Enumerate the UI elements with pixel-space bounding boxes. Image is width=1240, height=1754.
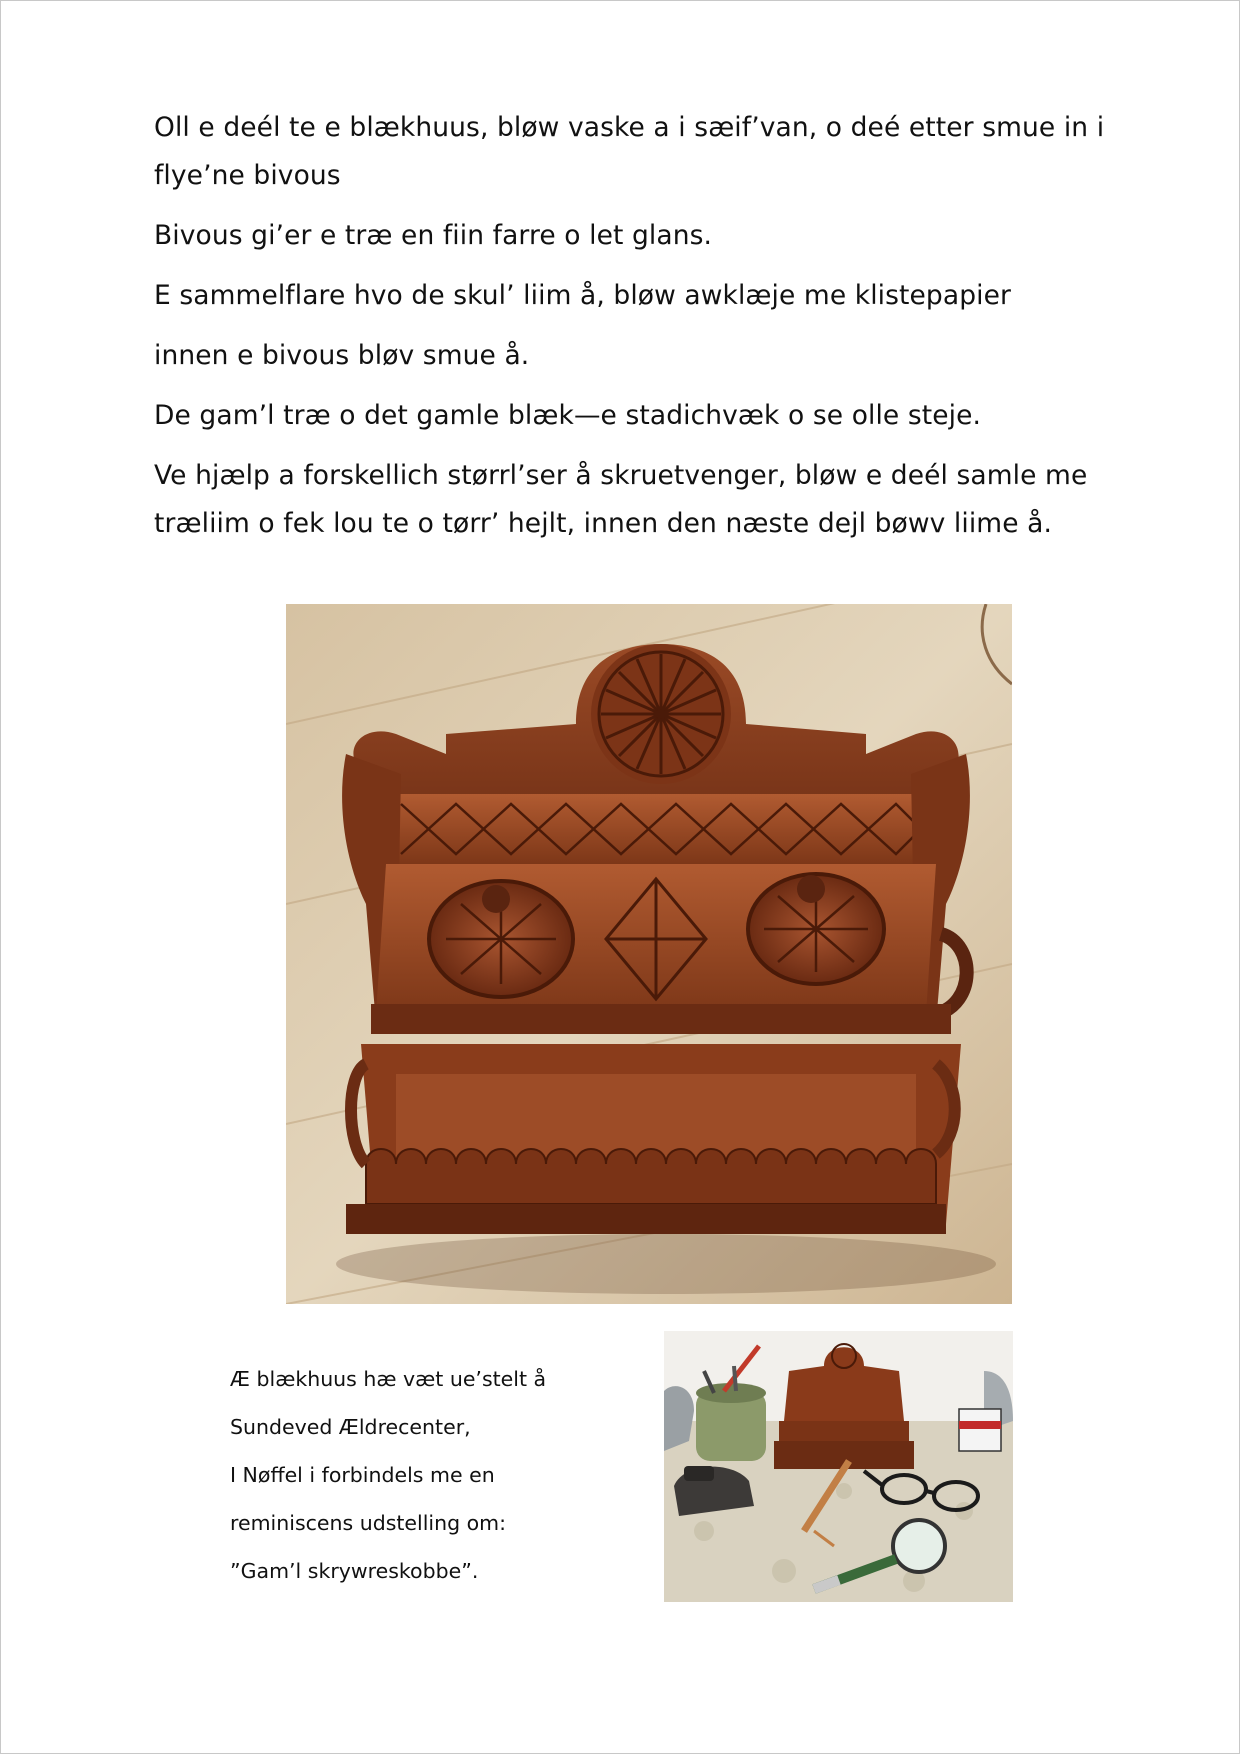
- inkstand-photo: [286, 604, 1012, 1304]
- paragraph-5: De gam’l træ o det gamle blæk—e stadichvæk o se olle steje.: [154, 400, 982, 431]
- body-text: [154, 104, 1114, 560]
- caption-line-2: Sundeved Ældrecenter,: [230, 1415, 471, 1439]
- paragraph-1: Oll e deél te e blækhuus, bløw vaske a i sæif’van, o deé etter smue in i flye’ne bivous: [154, 112, 1105, 191]
- caption-line-4: reminiscens udstelling om:: [230, 1511, 507, 1535]
- exhibition-photo: [664, 1331, 1013, 1602]
- caption-line-1: Æ blækhuus hæ væt ue’stelt å: [230, 1367, 547, 1391]
- paragraph-6: Ve hjælp a forskellich størrl’ser å skruetvenger, bløw e deél samle me træliim o fek lou te o tørr’ hejlt, innen den næste dejl bøwv liime å.: [154, 460, 1088, 539]
- paragraph-2: Bivous gi’er e træ en fiin farre o let glans.: [154, 220, 713, 251]
- paragraph-4: innen e bivous bløv smue å.: [154, 340, 530, 371]
- caption-line-3: I Nøffel i forbindels me en: [230, 1463, 495, 1487]
- paragraph-3: E sammelflare hvo de skul’ liim å, bløw awklæje me klistepapier: [154, 280, 1011, 311]
- photo-caption: [230, 1355, 610, 1595]
- caption-line-5: ”Gam’l skrywreskobbe”.: [230, 1559, 479, 1583]
